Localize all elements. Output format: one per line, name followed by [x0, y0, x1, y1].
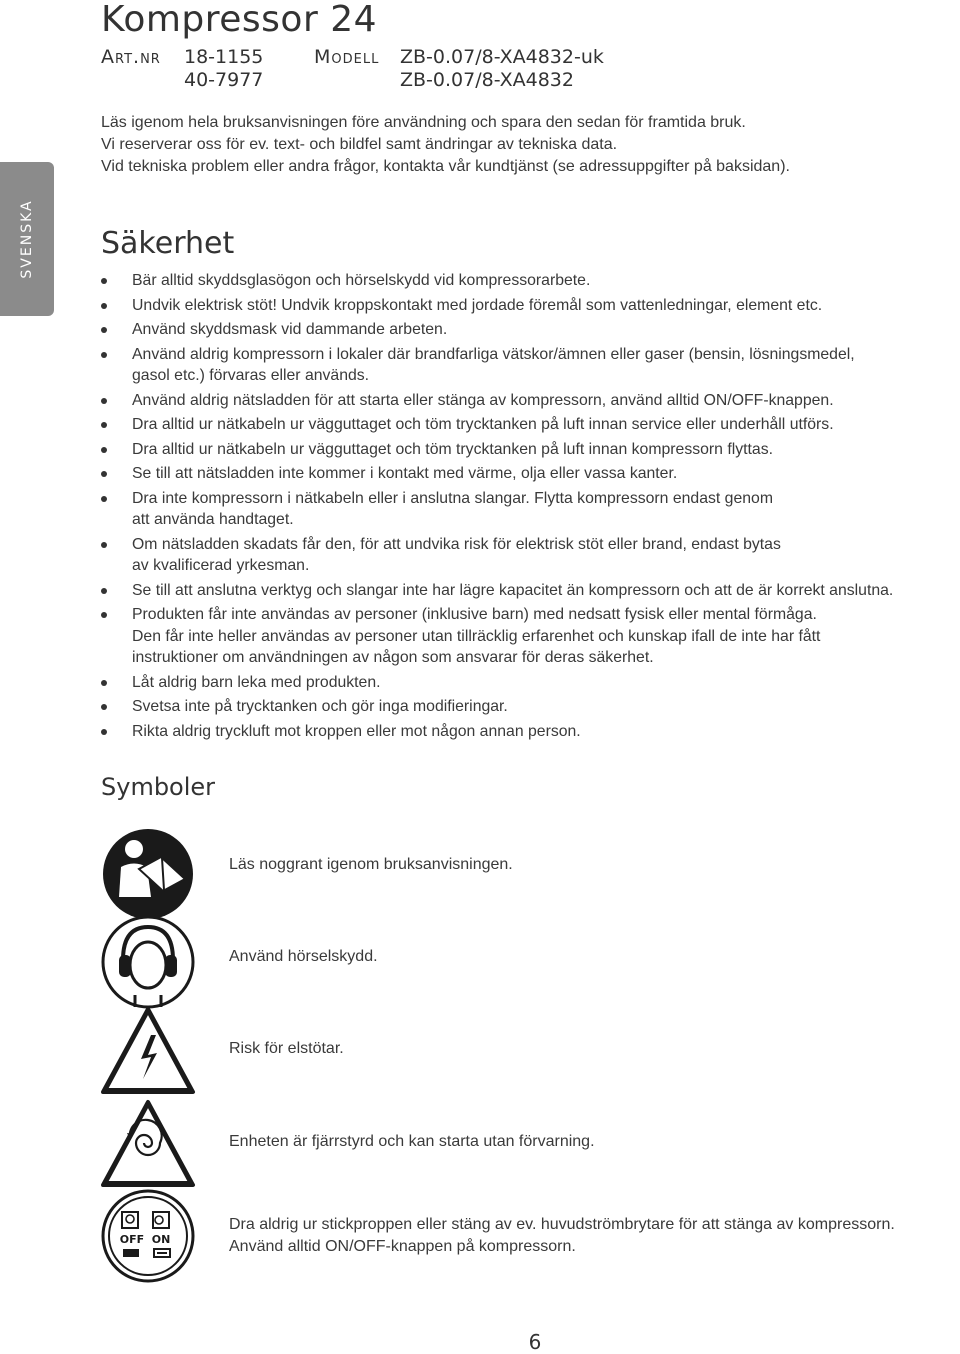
list-item: Använd aldrig nätsladden för att starta eller stänga av kompressorn, använd alltid ON/OFF-knappen. [101, 390, 959, 412]
list-item: Produkten får inte användas av personer (inklusive barn) med nedsatt fysisk eller mental förmåga. Den får inte heller användas av personer utan tillräcklig erfarenhet och kunskap ifall de inte har fått instruktioner om användningen av någon som ansvarar för deras säkerhet. [101, 604, 959, 669]
list-item: Dra alltid ur nätkabeln ur vägguttaget och töm trycktanken på luft innan service eller underhåll utförs. [101, 414, 959, 436]
list-item: Rikta aldrig tryckluft mot kroppen eller mot någon annan person. [101, 721, 959, 743]
list-item: Bär alltid skyddsglasögon och hörselskydd vid kompressorarbete. [101, 270, 959, 292]
symbol-row [101, 1189, 959, 1284]
list-item: Om nätsladden skadats får den, för att undvika risk för elektrisk stöt eller brand, endast bytas av kvalificerad yrkesman. [101, 534, 959, 577]
list-item: Se till att anslutna verktyg och slangar inte har lägre kapacitet än kompressorn och att de är korrekt anslutna. [101, 580, 959, 602]
on-label: ON [151, 1233, 171, 1246]
list-item: Använd skyddsmask vid dammande arbeten. [101, 319, 959, 341]
symbol-row [101, 915, 959, 1010]
symbol-text: Enheten är fjärrstyrd och kan starta utan förvarning. [229, 1133, 595, 1150]
electric-shock-warning-icon [101, 1003, 196, 1098]
model-1: ZB-0.07/8-XA4832-uk [400, 46, 604, 68]
language-tab [0, 162, 54, 316]
symbol-text: Läs noggrant igenom bruksanvisningen. [229, 856, 513, 873]
remote-start-warning-icon [101, 1096, 196, 1191]
model-label: Modell [314, 46, 380, 68]
list-item: Svetsa inte på trycktanken och gör inga modifieringar. [101, 696, 959, 718]
intro-text [101, 112, 931, 178]
art-label: Art.nr [101, 46, 161, 68]
symbol-row [101, 827, 959, 922]
symbol-text: Risk för elstötar. [229, 1040, 344, 1057]
symbol-text-2: Använd alltid ON/OFF-knappen på kompressorn. [229, 1238, 576, 1255]
model-2: ZB-0.07/8-XA4832 [400, 69, 574, 91]
list-item: Låt aldrig barn leka med produkten. [101, 672, 959, 694]
intro-line: Vi reserverar oss för ev. text- och bildfel samt ändringar av tekniska data. [101, 136, 618, 153]
off-label: OFF [119, 1233, 145, 1246]
symbol-text: Använd hörselskydd. [229, 948, 378, 965]
list-item: Dra inte kompressorn i nätkabeln eller i anslutna slangar. Flytta kompressorn endast genom att använda handtaget. [101, 488, 959, 531]
symbol-row [101, 1003, 959, 1098]
list-item: Använd aldrig kompressorn i lokaler där brandfarliga vätskor/ämnen eller gaser (bensin, lösningsmedel, gasol etc.) förvaras eller används. [101, 344, 959, 387]
hearing-protection-icon [101, 915, 196, 1010]
symbol-text: Dra aldrig ur stickproppen eller stäng av ev. huvudströmbrytare för att stänga av kompressorn. [229, 1216, 895, 1233]
art-number-2: 40-7977 [184, 69, 264, 91]
page-number: 6 [528, 1330, 542, 1354]
read-manual-icon [101, 827, 196, 922]
symbol-row [101, 1096, 959, 1191]
page-title: Kompressor 24 [101, 0, 378, 40]
on-off-switch-icon [101, 1189, 196, 1284]
list-item: Undvik elektrisk stöt! Undvik kroppskontakt med jordade föremål som vattenledningar, element etc. [101, 295, 959, 317]
symbols-heading: Symboler [101, 773, 216, 801]
list-item: Dra alltid ur nätkabeln ur vägguttaget och töm trycktanken på luft innan kompressorn flyttas. [101, 439, 959, 461]
art-number-1: 18-1155 [184, 46, 264, 68]
intro-line: Vid tekniska problem eller andra frågor, kontakta vår kundtjänst (se adressuppgifter på baksidan). [101, 158, 790, 175]
intro-line: Läs igenom hela bruksanvisningen före användning och spara den sedan för framtida bruk. [101, 114, 746, 131]
list-item: Se till att nätsladden inte kommer i kontakt med värme, olja eller vassa kanter. [101, 463, 959, 485]
language-tab-label: SVENSKA [19, 199, 35, 279]
safety-list [101, 270, 959, 745]
safety-heading: Säkerhet [101, 226, 235, 261]
